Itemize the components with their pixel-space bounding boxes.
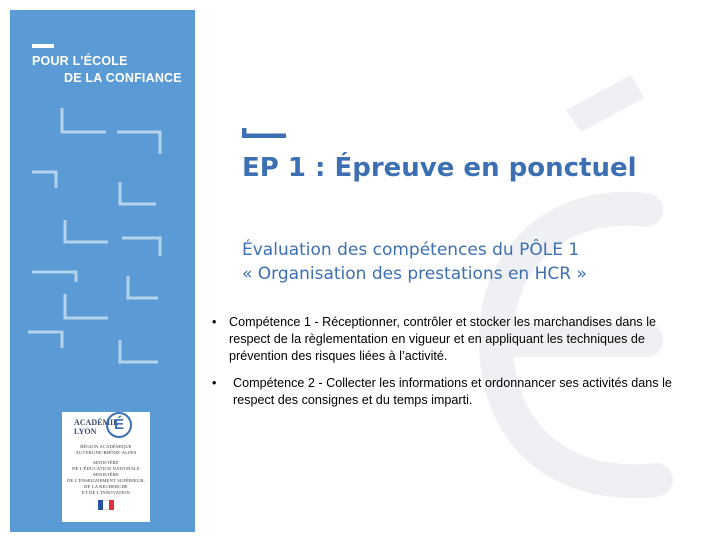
- page-title: EP 1 : Épreuve en ponctuel: [242, 153, 637, 183]
- competence-list: [212, 314, 692, 409]
- academy-e-icon: É: [106, 412, 132, 438]
- list-item: [212, 314, 692, 365]
- french-flag-icon: [98, 500, 114, 510]
- list-item: [212, 375, 692, 409]
- subtitle-line1: Évaluation des compétences du PÔLE 1: [242, 240, 580, 260]
- brand-title-line1: POUR L'ÉCOLE: [32, 54, 128, 68]
- decorative-brackets: [10, 10, 195, 410]
- logo-ministry-line1: MINISTÈRE: [93, 460, 119, 465]
- page-subtitle: [242, 238, 702, 286]
- brand-title-line2: DE LA CONFIANCE: [64, 71, 182, 85]
- sidebar-panel: [10, 10, 195, 532]
- logo-ministry-line5: DE LA RECHERCHE: [84, 484, 128, 489]
- logo-ministry-line4: DE L'ENSEIGNEMENT SUPÉRIEUR,: [67, 478, 145, 483]
- competence-label: Compétence 1 - Réceptionner, contrôler et stocker les marchandises: [229, 315, 612, 329]
- bullet-icon: •: [212, 376, 217, 390]
- logo-region-line1: RÉGION ACADÉMIQUE: [80, 444, 132, 449]
- brand-bar: [32, 44, 54, 48]
- logo-region-line2: AUVERGNE-RHÔNE-ALPES: [75, 450, 137, 455]
- logo-ministry-line2: DE L'ÉDUCATION NATIONALE: [72, 466, 140, 471]
- logo-ministry-line3: MINISTÈRE: [93, 472, 119, 477]
- logo-ministry-line6: ET DE L'INNOVATION: [81, 490, 131, 495]
- subtitle-line2: « Organisation des prestations en HCR »: [242, 264, 587, 284]
- competence-detail: dans le respect des consignes et du temps imparti.: [233, 376, 672, 407]
- academy-logo-mark: ACADÉMIE LYON: [74, 418, 119, 436]
- watermark-e-icon: [416, 50, 710, 530]
- bullet-icon: •: [212, 315, 217, 329]
- competence-label: Compétence 2 - Collecter les informations et ordonnancer ses activités: [233, 376, 628, 390]
- title-accent-bar: [242, 128, 286, 138]
- competence-detail: dans le respect de la règlementation en vigueur et en appliquant les techniques de prévention des risques liées à l’activité.: [229, 315, 657, 363]
- academy-logo: [62, 412, 150, 522]
